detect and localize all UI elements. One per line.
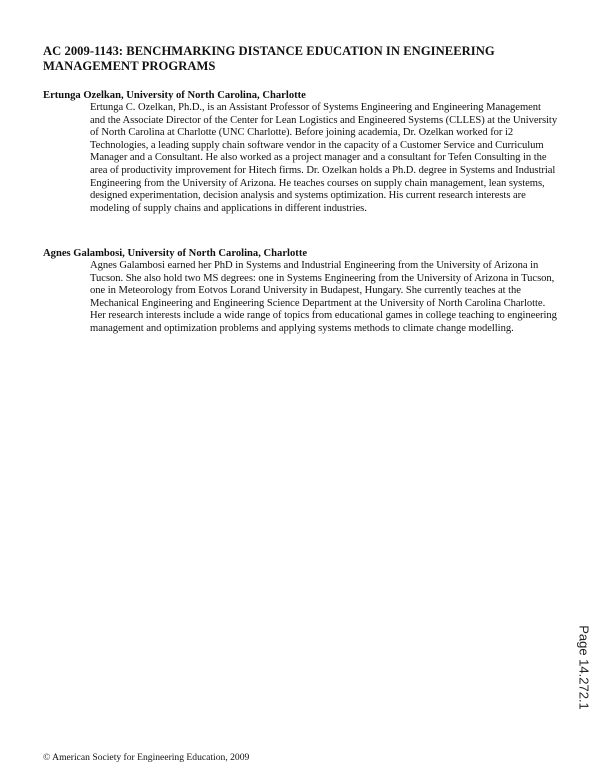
author-block-ozelkan <box>43 90 563 215</box>
author-bio: Agnes Galambosi earned her PhD in Systems and Industrial Engineering from the University of Arizona in Tucson. She also hold two MS degrees: one in Systems Engineering from the University of Arizona in Tucson, one in Meteorology from Eotvos Lorand University in Budapest, Hungary. She currently teaches at the Mechanical Engineering and Engineering Science Department at the University of North Carolina Charlotte. Her research interests include a wide range of topics from educational games in college teaching to engineering management and optimization problems and applying systems methods to climate change modelling. <box>90 260 557 334</box>
copyright-footer: © American Society for Engineering Education, 2009 <box>43 752 250 763</box>
author-bio: Ertunga C. Ozelkan, Ph.D., is an Assistant Professor of Systems Engineering and Engineering Management and the Associate Director of the Center for Lean Logistics and Engineered Systems (CLLES) at the University of North Carolina at Charlotte (UNC Charlotte). Before joining academia, Dr. Ozelkan worked for i2 Technologies, a leading supply chain software vendor in the capacity of a Customer Service and Curriculum Manager and a Consultant. He also worked as a project manager and a consultant for Tefen Consulting in the area of productivity improvement for Hitech firms. Dr. Ozelkan holds a Ph.D. degree in Systems and Industrial Engineering from the University of Arizona. He teaches courses on supply chain management, lean systems, designed experimentation, decision analysis and systems optimization. His current research interests are modeling of supply chains and applications in different industries. <box>90 102 558 214</box>
author-heading: Ertunga Ozelkan, University of North Carolina, Charlotte <box>43 90 306 101</box>
author-heading: Agnes Galambosi, University of North Carolina, Charlotte <box>43 248 308 259</box>
author-block-galambosi <box>43 248 563 336</box>
paper-title: AC 2009-1143: BENCHMARKING DISTANCE EDUCATION IN ENGINEERING MANAGEMENT PROGRAMS <box>43 44 495 73</box>
page-number: Page 14.272.1 <box>576 625 592 710</box>
